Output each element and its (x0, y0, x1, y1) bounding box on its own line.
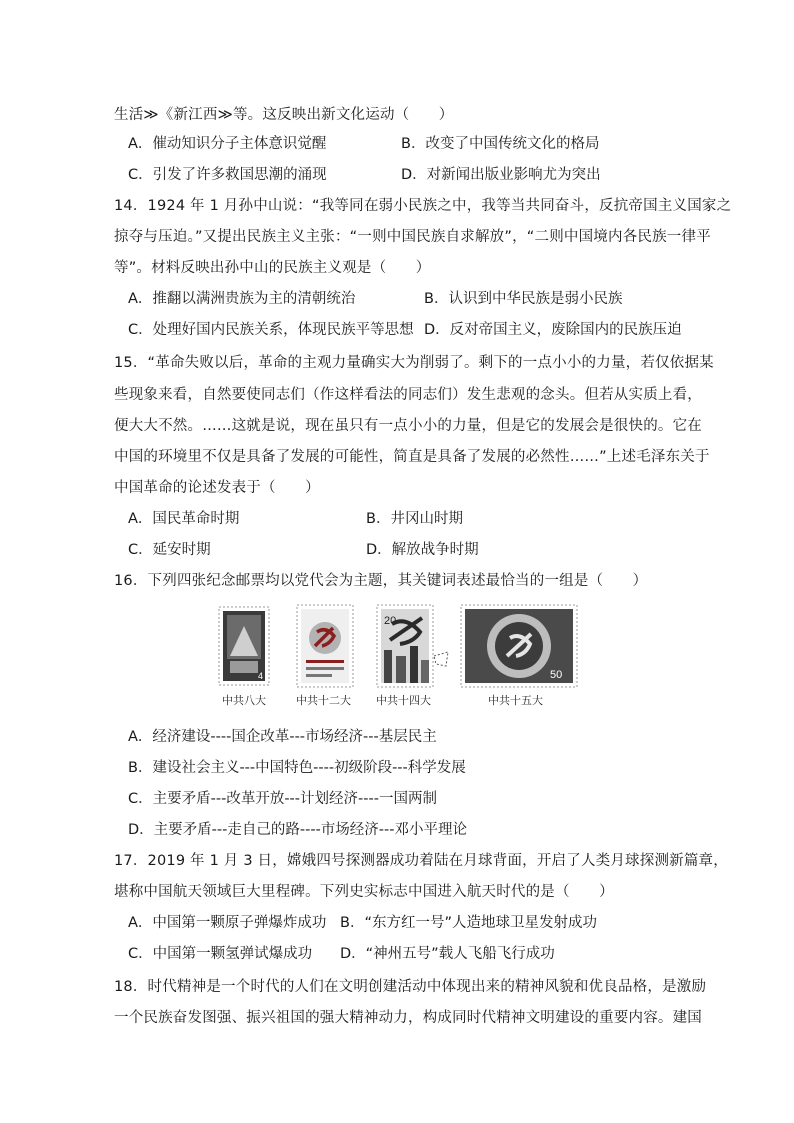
stamp-shi-er-da-caption: 中共十二大 (296, 694, 351, 707)
q17-option-d: D．“神州五号”载人飞船飞行成功 (340, 946, 555, 962)
q15-stem-line-4: 中国的环境里不仅是具备了发展的可能性，简直是具备了发展的必然性……”上述毛泽东关于 (114, 449, 710, 465)
q17-stem-line-2: 堪称中国航天领域巨大里程碑。下列史实标志中国进入航天时代的是（ ） (114, 884, 614, 900)
q15-option-d: D．解放战争时期 (366, 542, 479, 558)
stamp-figure (216, 604, 580, 714)
q14-stem-line-3: 等”。材料反映出孙中山的民族主义观是（ ） (114, 260, 431, 276)
q17-option-a: A．中国第一颗原子弹爆炸成功 (128, 915, 327, 931)
q15-stem-line-1: 15．“革命失败以后，革命的主观力量确实大为削弱了。剩下的一点小小的力量，若仅依据某 (114, 355, 714, 371)
q14-stem-line-1: 14．1924 年 1 月孙中山说：“我等同在弱小民族之中，我等当共同奋斗，反抗帝国主义国家之 (114, 198, 732, 214)
stamp-shi-er-da (296, 604, 354, 688)
q13-option-d: D．对新闻出版业影响尤为突出 (401, 167, 601, 183)
q16-option-d: D．主要矛盾---走自己的路----市场经济---邓小平理论 (128, 822, 467, 838)
q17-stem-line-1: 17．2019 年 1 月 3 日，嫦娥四号探测器成功着陆在月球背面，开启了人类月球探测新篇章， (114, 853, 728, 869)
q17-option-c: C．中国第一颗氢弹试爆成功 (128, 946, 313, 962)
q18-stem-line-2: 一个民族奋发图强、振兴祖国的强大精神动力，构成同时代精神文明建设的重要内容。建国 (114, 1010, 702, 1026)
q14-option-d: D．反对帝国主义，废除国内的民族压迫 (424, 322, 682, 338)
q15-option-b: B．井冈山时期 (366, 511, 463, 527)
q16-option-b: B．建设社会主义---中国特色----初级阶段---科学发展 (128, 760, 466, 776)
q16-stem: 16．下列四张纪念邮票均以党代会为主题，其关键词表述最恰当的一组是（ ） (114, 573, 648, 589)
q16-option-a: A．经济建设----国企改革---市场经济---基层民主 (128, 729, 437, 745)
q16-option-c: C．主要矛盾---改革开放---计划经济----一国两制 (128, 791, 437, 807)
stamp-shi-si-da-value: 20 (384, 615, 397, 627)
stamp-ba-da-caption: 中共八大 (222, 694, 266, 707)
q14-option-c: C．处理好国内民族关系，体现民族平等思想 (128, 322, 414, 338)
q13-option-c: C．引发了许多救国思潮的涌现 (128, 167, 327, 183)
q13-stem-tail: 生活≫《新江西≫等。这反映出新文化运动（ ） (114, 107, 454, 123)
q15-stem-line-5: 中国革命的论述发表于（ ） (114, 480, 320, 496)
q14-option-a: A．推翻以满洲贵族为主的清朝统治 (128, 291, 356, 307)
stamp-ba-da-denomination: 4 (258, 671, 264, 681)
q14-stem-line-2: 掠夺与压迫。”又提出民族主义主张：“一则中国民族自求解放”，“二则中国境内各民族一律平 (114, 229, 711, 245)
q13-option-a: A．催动知识分子主体意识觉醒 (128, 136, 327, 152)
q15-stem-line-3: 便大大不然。……这就是说，现在虽只有一点小小的力量，但是它的发展会是很快的。它在 (114, 418, 702, 434)
q14-option-b: B．认识到中华民族是弱小民族 (424, 291, 623, 307)
q15-option-c: C．延安时期 (128, 542, 211, 558)
stamp-ba-da (218, 606, 270, 686)
stamp-shi-si-da-caption: 中共十四大 (376, 694, 431, 707)
stamp-shi-wu-da (460, 604, 578, 688)
q15-stem-line-2: 些现象来看，自然要使同志们（作这样看法的同志们）发生悲观的念头。但若从实质上看， (114, 387, 702, 403)
stamp-shi-wu-da-value: 50 (550, 669, 563, 681)
q18-stem-line-1: 18．时代精神是一个时代的人们在文明创建活动中体现出来的精神风貌和优良品格，是激励 (114, 979, 707, 995)
q17-option-b: B．“东方红一号”人造地球卫星发射成功 (340, 915, 597, 931)
stamp-shi-wu-da-caption: 中共十五大 (488, 694, 543, 707)
q15-option-a: A．国民革命时期 (128, 511, 240, 527)
q13-option-b: B．改变了中国传统文化的格局 (401, 136, 600, 152)
stamp-shi-si-da (376, 604, 450, 688)
